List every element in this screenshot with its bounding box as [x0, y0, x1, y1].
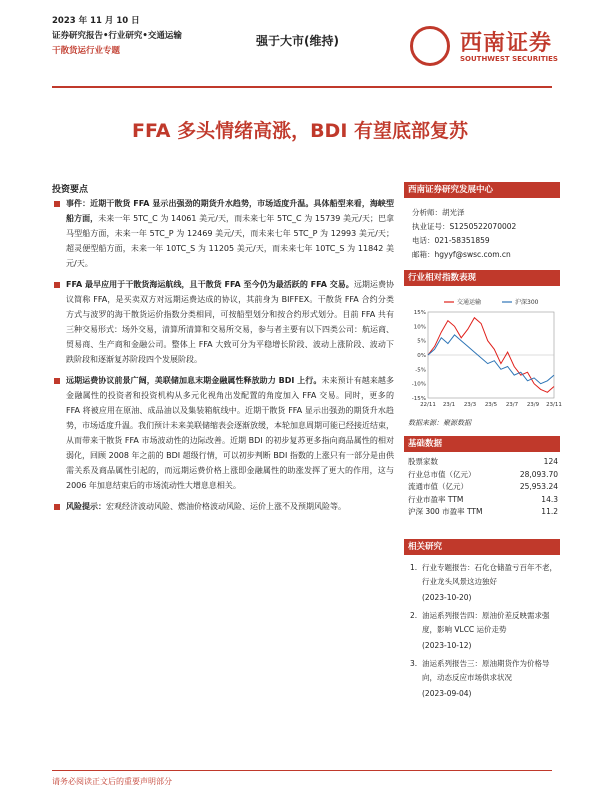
basic-row	[404, 506, 560, 519]
x-tick-label: 23/1	[442, 402, 456, 408]
basic-row	[404, 494, 560, 507]
basic-header: 基础数据	[404, 436, 560, 452]
related-date: (2023-09-04)	[422, 688, 472, 698]
footer-disclaimer: 请务必阅读正文后的重要声明部分	[52, 777, 172, 786]
basic-value: 28,093.70	[519, 469, 558, 479]
basic-key: 流通市值（亿元）	[408, 482, 468, 491]
analyst-name: 分析师：胡光泽	[412, 208, 465, 217]
report-date: 2023 年 11 月 10 日	[52, 16, 140, 26]
point-2-body: 远期运费协议简称 FFA，是买卖双方对远期运费达成的协议，其前身为 BIFFEX。干散货 FFA 合约分类方式与波罗的海干散货运价指数分类相同，可按船型划分和按合约形式划分。目前 FFA 共有三种交易形式：场外交易，清算所清算和交易所交易，参与者主要有以下四类公司：航运商、贸易商、生产商和金融公司。整体上 FFA 大致可分为平稳增长阶段、波动上涨阶段、波动下跌阶段和逐渐复苏阶段四个发展阶段。	[66, 280, 394, 364]
x-tick-label: 23/3	[463, 402, 477, 408]
team-header: 西南证券研究发展中心	[404, 182, 560, 198]
basic-key: 沪深 300 市盈率 TTM	[408, 507, 483, 516]
related-header: 相关研究	[404, 539, 560, 555]
point-3	[52, 373, 394, 493]
related-item[interactable]	[410, 561, 558, 605]
related-item[interactable]	[410, 657, 558, 701]
legend-label-2: 沪深300	[515, 299, 539, 306]
y-tick-label: 15%	[413, 310, 426, 316]
section-label: 投资要点	[52, 185, 89, 195]
point-1-lead: 事件：近期干散货 FFA 显示出强劲的期货升水趋势，市场适度升温。具体船型来看，海峡型船方面，	[66, 199, 394, 223]
related-date: (2023-10-20)	[422, 592, 472, 602]
y-tick-label: -5%	[415, 367, 426, 374]
basic-row	[404, 456, 560, 469]
series-line-2	[428, 335, 554, 384]
sidebar	[404, 182, 560, 701]
header-divider	[52, 86, 552, 88]
point-1-body: 未来一年 5TC_C 为 14061 美元/天，而未来七年 5TC_C 为 15739 美元/天；巴拿马型船方面，未来一年 5TC_P 为 12469 美元/天，而未来七年 5TC_P 为 12993 美元/天；超灵便型船方面，未来一年 10TC_S 为 11205 美元/天，而未来七年 10TC_S 为 11842 美元/天。	[66, 214, 395, 268]
header-meta	[52, 14, 182, 59]
risk-body: 宏观经济波动风险、燃油价格波动风险、运价上涨不及预期风险等。	[106, 502, 346, 511]
logo-subtitle: SOUTHWEST SECURITIES	[460, 55, 558, 63]
x-tick-label: 23/5	[484, 402, 498, 408]
point-3-lead: 远期运费协议前景广阔，美联储加息末期金融属性释放助力 BDI 上行。	[66, 376, 322, 385]
x-tick-label: 23/9	[526, 402, 540, 408]
data-source: 数据来源：聚源数据	[408, 419, 471, 427]
basic-value: 25,953.24	[519, 482, 558, 491]
performance-chart-svg	[404, 294, 560, 414]
rating: 强于大市(维持)	[256, 34, 339, 48]
x-tick-label: 23/11	[546, 402, 562, 408]
related-title: 油运系列报告四：原油价差反映需求强度，影响 VLCC 运价走势	[422, 610, 550, 634]
report-type: 证券研究报告•行业研究•交通运输	[52, 31, 182, 41]
related-num: 2.	[410, 610, 418, 620]
related-num: 1.	[410, 562, 418, 572]
logo-name: 西南证券	[460, 30, 553, 56]
point-2-lead: FFA 最早应用于干散货海运航线，且干散货 FFA 至今仍为最活跃的 FFA 交易。	[66, 280, 354, 289]
footer-divider	[52, 770, 552, 771]
point-3-body: 未来预计有越来越多金融属性的投资者和投资机构从多元化视角出发配置的角度加入 FFA 交易。同时，更多的 FFA 将被应用在原油、成品油以及集装箱航线中。近期干散货 FFA 显示出强劲的期货升水趋势，市场适度升温。我们预计未来美联储缩表会逐渐放缓，本轮加息周期可能已经接近结束，从而带来干散货 FFA 市场波动性的边际改善。近期 BDI 的初步复苏更多指向商品属性的相对弱化，回顾 2008 年之前的 BDI 超级行情，可以初步判断 BDI 指数的上涨只有一部分是由供需关系及商品属性引起的，而远期运费价格上涨即金融属性的助涨发挥了更大的作用，这与 2006 年加息结束后的市场流动性大增息息相关。	[66, 376, 394, 490]
y-tick-label: 5%	[417, 338, 426, 345]
risk-lead: 风险提示：	[66, 502, 106, 511]
related-item[interactable]	[410, 609, 558, 653]
report-topic: 干散货运行业专题	[52, 46, 121, 56]
basic-row	[404, 481, 560, 494]
analyst-license: 执业证号：S1250522070002	[412, 222, 517, 231]
y-tick-label: -15%	[411, 396, 426, 402]
basic-data-table	[404, 452, 560, 519]
main-column	[52, 196, 394, 514]
legend-label-1: 交通运输	[457, 299, 482, 306]
risk-note	[52, 499, 394, 514]
basic-key: 行业总市值（亿元）	[408, 469, 476, 479]
basic-row	[404, 469, 560, 482]
related-title: 油运系列报告三：原油期货作为价格导向，动态反应市场供求状况	[422, 658, 550, 682]
y-tick-label: 0%	[417, 353, 426, 359]
related-title: 行业专题报告：石化仓储盈亏百年不老，行业龙头风景这边独好	[422, 562, 557, 586]
basic-value: 11.2	[541, 507, 558, 516]
perf-header: 行业相对指数表现	[404, 270, 560, 286]
basic-key: 股票家数	[408, 457, 438, 466]
y-tick-label: -10%	[411, 381, 426, 388]
related-num: 3.	[410, 658, 418, 668]
report-title: FFA 多头情绪高涨，BDI 有望底部复苏	[131, 120, 469, 142]
performance-chart	[404, 294, 560, 416]
logo-mark-icon	[410, 26, 450, 66]
point-2	[52, 277, 394, 367]
point-1	[52, 196, 394, 271]
basic-key: 行业市盈率 TTM	[408, 494, 464, 504]
basic-value: 14.3	[541, 494, 558, 504]
y-tick-label: 10%	[413, 324, 426, 331]
analyst-email[interactable]: 邮箱：hgyyf@swsc.com.cn	[412, 250, 511, 259]
company-logo	[410, 22, 570, 72]
related-date: (2023-10-12)	[422, 640, 472, 650]
analyst-phone: 电话：021-58351859	[412, 236, 490, 245]
related-list	[404, 555, 560, 701]
x-tick-label: 23/7	[505, 402, 519, 408]
x-tick-label: 22/11	[420, 402, 436, 408]
basic-value: 124	[543, 457, 558, 466]
analyst-info	[404, 198, 560, 262]
